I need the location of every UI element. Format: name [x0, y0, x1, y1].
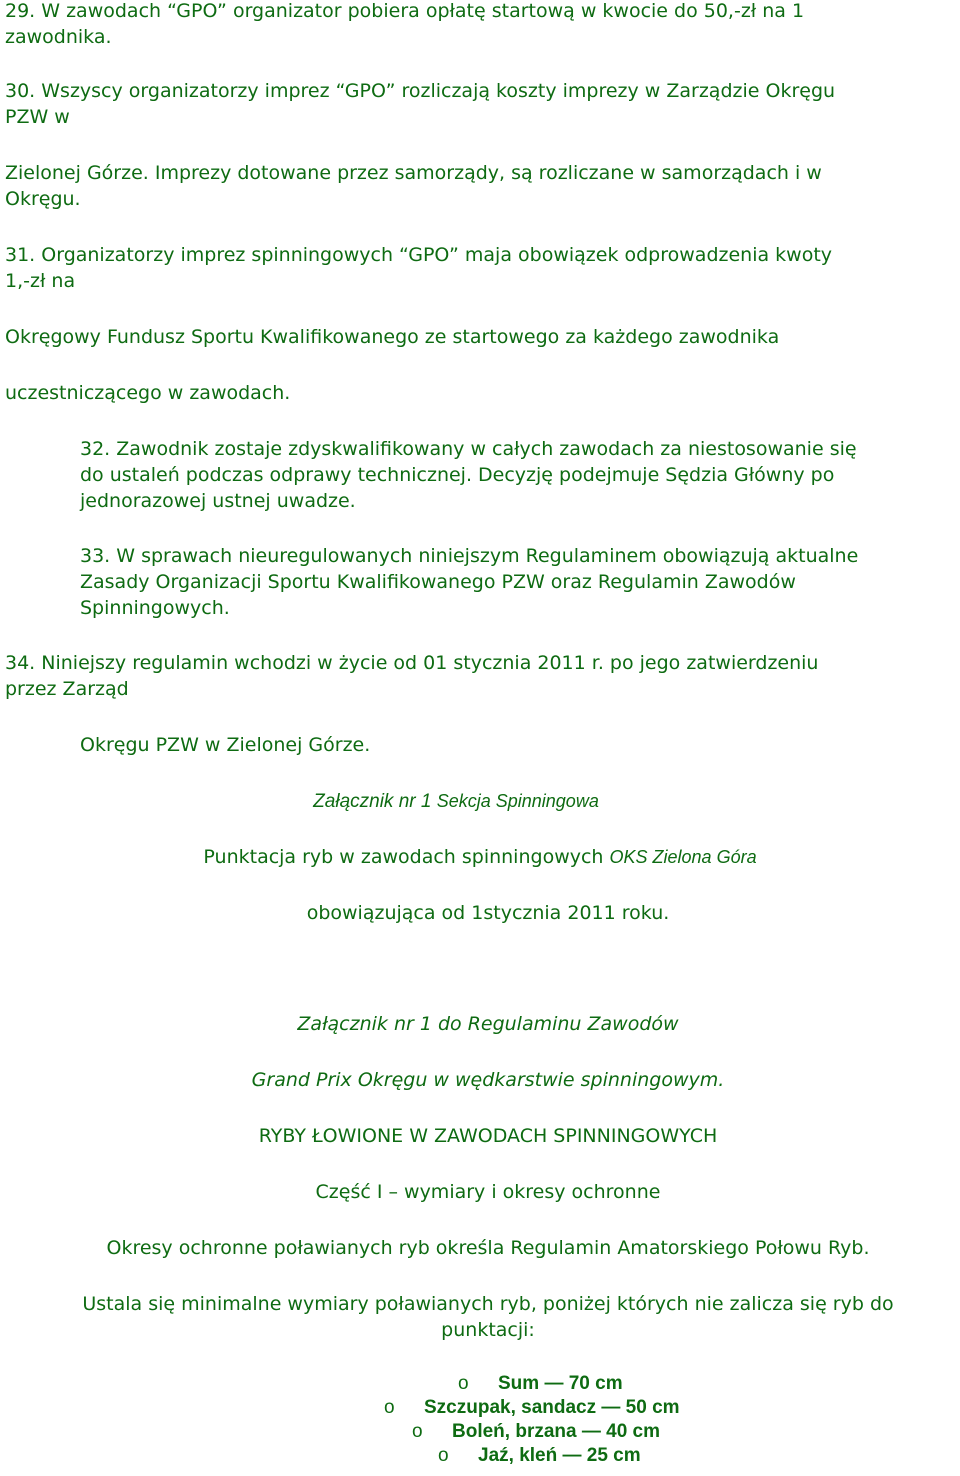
- p31-line4: uczestniczącego w zawodach.: [5, 382, 291, 404]
- annex2-part-title: Część I – wymiary i okresy ochronne: [315, 1181, 661, 1203]
- fish-size-text: Jaź, kleń — 25 cm: [478, 1445, 641, 1466]
- annex1-title-part-b: Sekcja Spinningowa: [436, 791, 599, 811]
- bullet-marker: o: [438, 1445, 449, 1466]
- annex2-title: Załącznik nr 1 do Regulaminu Zawodów: [297, 1013, 679, 1035]
- p31-line3: Okręgowy Fundusz Sportu Kwalifikowanego ze startowego za każdego zawodnika: [5, 326, 780, 348]
- p31-line2: 1,-zł na: [5, 270, 76, 292]
- p30-line1: 30. Wszyscy organizatorzy imprez “GPO” rozliczają koszty imprezy w Zarządzie Okręgu: [5, 80, 836, 102]
- annex2-min-sizes-line2: punktacji:: [441, 1319, 535, 1341]
- annex1-title-part-a: Załącznik nr 1: [313, 791, 437, 812]
- annex1-scoring: [0, 844, 960, 870]
- fish-size-text: Szczupak, sandacz — 50 cm: [424, 1397, 680, 1418]
- p30-line2: PZW w: [5, 106, 70, 128]
- bullet-marker: o: [412, 1421, 423, 1442]
- p32-line2: do ustaleń podczas odprawy technicznej. Decyzję podejmuje Sędzia Główny po: [80, 464, 835, 486]
- bullet-marker: o: [384, 1397, 395, 1418]
- bullet-marker: o: [458, 1373, 469, 1394]
- p31-line1: 31. Organizatorzy imprez spinningowych “GPO” maja obowiązek odprowadzenia kwoty: [5, 244, 833, 266]
- annex1-title: [0, 788, 936, 814]
- annex2-min-sizes-line1: Ustala się minimalne wymiary poławianych ryb, poniżej których nie zalicza się ryb do: [82, 1293, 894, 1315]
- fish-size-text: Boleń, brzana — 40 cm: [452, 1421, 661, 1442]
- p34-line2: przez Zarząd: [5, 678, 129, 700]
- annex1-valid-from: obowiązująca od 1stycznia 2011 roku.: [306, 902, 670, 924]
- p29-line2: zawodnika.: [5, 26, 112, 48]
- p30-line4: Okręgu.: [5, 188, 81, 210]
- p30-line3: Zielonej Górze. Imprezy dotowane przez samorządy, są rozliczane w samorządach i w: [5, 162, 822, 184]
- annex1-scoring-part-a: Punktacja ryb w zawodach spinningowych: [203, 846, 610, 868]
- p32-line3: jednorazowej ustnej uwadze.: [80, 490, 356, 512]
- p32-line1: 32. Zawodnik zostaje zdyskwalifikowany w całych zawodach za niestosowanie się: [80, 438, 857, 460]
- p33-line2: Zasady Organizacji Sportu Kwalifikowanego PZW oraz Regulamin Zawodów: [80, 571, 796, 593]
- annex2-heading: RYBY ŁOWIONE W ZAWODACH SPINNINGOWYCH: [258, 1125, 718, 1147]
- p34-line3: Okręgu PZW w Zielonej Górze.: [80, 734, 371, 756]
- annex2-subtitle: Grand Prix Okręgu w wędkarstwie spinningowym.: [251, 1069, 725, 1091]
- p34-line1: 34. Niniejszy regulamin wchodzi w życie od 01 stycznia 2011 r. po jego zatwierdzeniu: [5, 652, 819, 674]
- p29-line1: 29. W zawodach “GPO” organizator pobiera opłatę startową w kwocie do 50,-zł na 1: [5, 0, 805, 22]
- annex2-closed-seasons: Okresy ochronne poławianych ryb określa Regulamin Amatorskiego Połowu Ryb.: [106, 1237, 870, 1259]
- fish-size-text: Sum — 70 cm: [498, 1373, 623, 1394]
- annex1-scoring-part-b: OKS Zielona Góra: [609, 847, 757, 867]
- p33-line3: Spinningowych.: [80, 597, 230, 619]
- p33-line1: 33. W sprawach nieuregulowanych niniejszym Regulaminem obowiązują aktualne: [80, 545, 859, 567]
